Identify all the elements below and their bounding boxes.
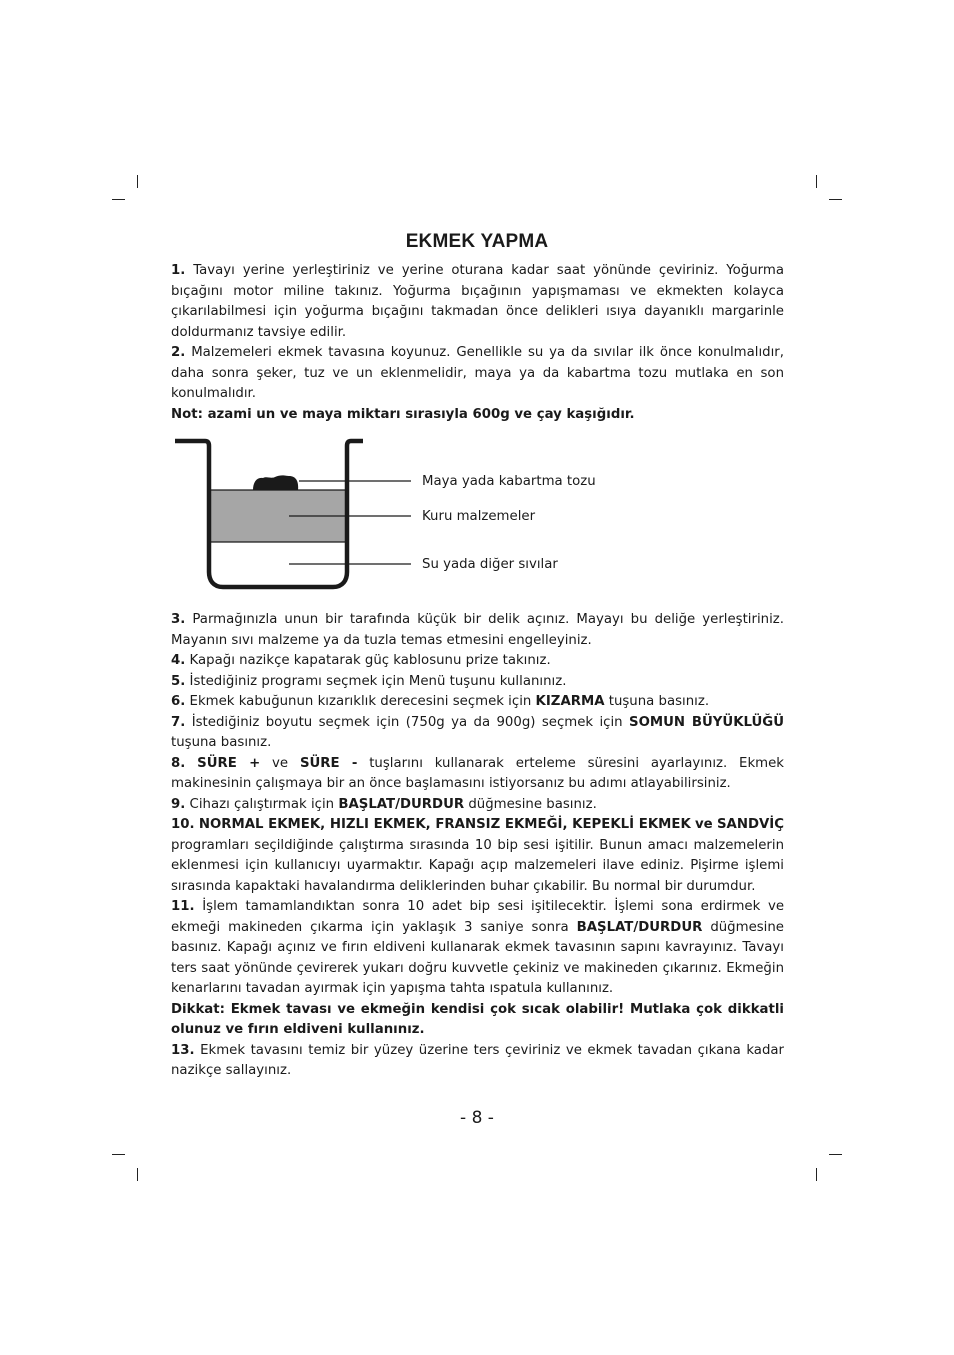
step-text: programları seçildiğinde çalıştırma sırasında 10 bip sesi işitilir. Bunun amacı malzemelerin eklenmesi için kullanıcıyı uyarmaktır. Kapağı açıp malzemeleri ilave ediniz. Pişirme işlemi sırasında kapaktaki havalandırma deliklerinden buhar çıkabilir. Bu normal bir durumdur. — [171, 837, 784, 894]
step-text: İşlem tamamlandıktan sonra 10 adet bip sesi işitilecektir. İşlemi sona erdirmek ve ekmeği makineden çıkarma için yaklaşık 3 saniye sonra — [171, 899, 784, 935]
step-1 — [171, 261, 784, 343]
step-text: Malzemeleri ekmek tavasına koyunuz. Genellikle su ya da sıvılar ilk önce konulmalıdır, daha sonra şeker, tuz ve un eklenmelidir, maya ya da kabartma tozu mutlaka en son konulmalıdır. — [171, 345, 784, 401]
yeast-mound — [253, 475, 298, 490]
step-text: Parmağınızla unun bir tarafında küçük bir delik açınız. Mayayı bu deliğe yerleştiriniz. Mayanın sıvı malzeme ya da tuzla temas etmesini engelleyiniz. — [171, 612, 784, 648]
crop-mark — [816, 1168, 817, 1181]
step-text: Kapağı nazikçe kapatarak güç kablosunu prize takınız. — [189, 653, 551, 668]
conjunction: ve — [695, 817, 713, 832]
step-10 — [171, 815, 784, 897]
crop-mark — [112, 199, 125, 200]
step-11 — [171, 897, 784, 1000]
bread-pan-diagram — [165, 432, 625, 602]
step-text: Ekmek kabuğunun kızarıklık derecesini seçmek için — [189, 694, 532, 709]
step-number: 7. — [171, 714, 186, 730]
step-text: ve — [272, 755, 289, 771]
step-number: 5. — [171, 673, 186, 689]
crop-mark — [137, 1168, 138, 1181]
step-4 — [171, 651, 784, 672]
button-name: BAŞLAT/DURDUR — [576, 919, 703, 935]
step-number: 2. — [171, 345, 186, 360]
button-name: KIZARMA — [535, 694, 605, 709]
caution-text: Dikkat: Ekmek tavası ve ekmeğin kendisi çok sıcak olabilir! Mutlaka çok dikkatli olunuz ve fırın eldiveni kullanınız. — [171, 1001, 784, 1037]
step-number: 4. — [171, 653, 186, 668]
crop-mark — [112, 1154, 125, 1155]
button-name: SOMUN BÜYÜKLÜĞÜ — [629, 714, 785, 730]
step-number: 9. — [171, 796, 186, 812]
step-number: 1. — [171, 263, 186, 278]
step-number: 6. — [171, 694, 186, 709]
label-yeast: Maya yada kabartma tozu — [422, 474, 596, 489]
button-name: SÜRE + — [197, 755, 261, 771]
step-number: 3. — [171, 612, 186, 627]
step-2 — [171, 343, 784, 405]
program-names: SANDVİÇ — [716, 817, 784, 832]
step-text: düğmesine basınız. — [468, 796, 597, 812]
label-dry-ingredients: Kuru malzemeler — [422, 509, 536, 524]
step-number: 13. — [171, 1042, 195, 1058]
step-text: İstediğiniz programı seçmek için Menü tuşunu kullanınız. — [189, 673, 567, 689]
crop-mark — [816, 175, 817, 188]
program-names: NORMAL EKMEK, HIZLI EKMEK, FRANSIZ EKMEĞİ, KEPEKLİ EKMEK — [198, 817, 691, 832]
step-6 — [171, 692, 784, 713]
crop-mark — [137, 175, 138, 188]
step-text: tuşlarını kullanarak erteleme süresini ayarlayınız. Ekmek makinesinin çalışmaya bir an önce başlamasını istiyorsanız bu adımı atlayabilirsiniz. — [171, 755, 784, 791]
crop-mark — [829, 1154, 842, 1155]
step-number: 11. — [171, 899, 195, 914]
step-text: tuşuna basınız. — [608, 694, 710, 709]
caution — [171, 1000, 784, 1041]
step-number: 8. — [171, 755, 186, 771]
intro-section — [171, 261, 784, 425]
step-3 — [171, 610, 784, 651]
step-8 — [171, 754, 784, 795]
page-number: - 8 - — [460, 1108, 494, 1128]
step-text: Cihazı çalıştırmak için — [189, 796, 335, 812]
step-text: İstediğiniz boyutu seçmek için (750g ya da 900g) seçmek için — [191, 714, 623, 730]
step-text: Tavayı yerine yerleştiriniz ve yerine oturana kadar saat yönünde çeviriniz. Yoğurma bıçağını motor miline takınız. Yoğurma bıçağının yapışmaması ve ekmekten kolayca çıkarılabilmesi için yoğurma bıçağını takmadan önce delikleri ısıya dayanıklı margarinle doldurmanız tavsiye edilir. — [171, 263, 784, 340]
step-13 — [171, 1041, 784, 1082]
step-text: tuşuna basınız. — [171, 735, 272, 750]
step-9 — [171, 795, 784, 816]
button-name: BAŞLAT/DURDUR — [338, 796, 465, 812]
steps-section — [171, 610, 784, 1082]
step-7 — [171, 713, 784, 754]
step-text: Ekmek tavasını temiz bir yüzey üzerine ters çeviriniz ve ekmek tavadan çıkana kadar nazikçe sallayınız. — [171, 1042, 785, 1078]
page-title: EKMEK YAPMA — [405, 231, 549, 252]
label-liquids: Su yada diğer sıvılar — [422, 557, 558, 572]
step-text: düğmesine basınız. Kapağı açınız ve fırın eldiveni kullanarak ekmek tavasının sapını kavrayınız. Tavayı ters saat yönünde çevirerek yukarı doğru kuvvetle çekiniz ve makineden çıkarınız. Ekmeğin kenarlarını tavadan ayırmak için yapışma tahta ıspatula kullanınız. — [171, 919, 784, 996]
crop-mark — [829, 199, 842, 200]
note — [171, 405, 784, 426]
step-5 — [171, 672, 784, 693]
button-name: SÜRE - — [299, 755, 358, 771]
note-text: Not: azami un ve maya miktarı sırasıyla 600g ve çay kaşığıdır. — [171, 406, 635, 422]
step-number: 10. — [171, 817, 195, 832]
